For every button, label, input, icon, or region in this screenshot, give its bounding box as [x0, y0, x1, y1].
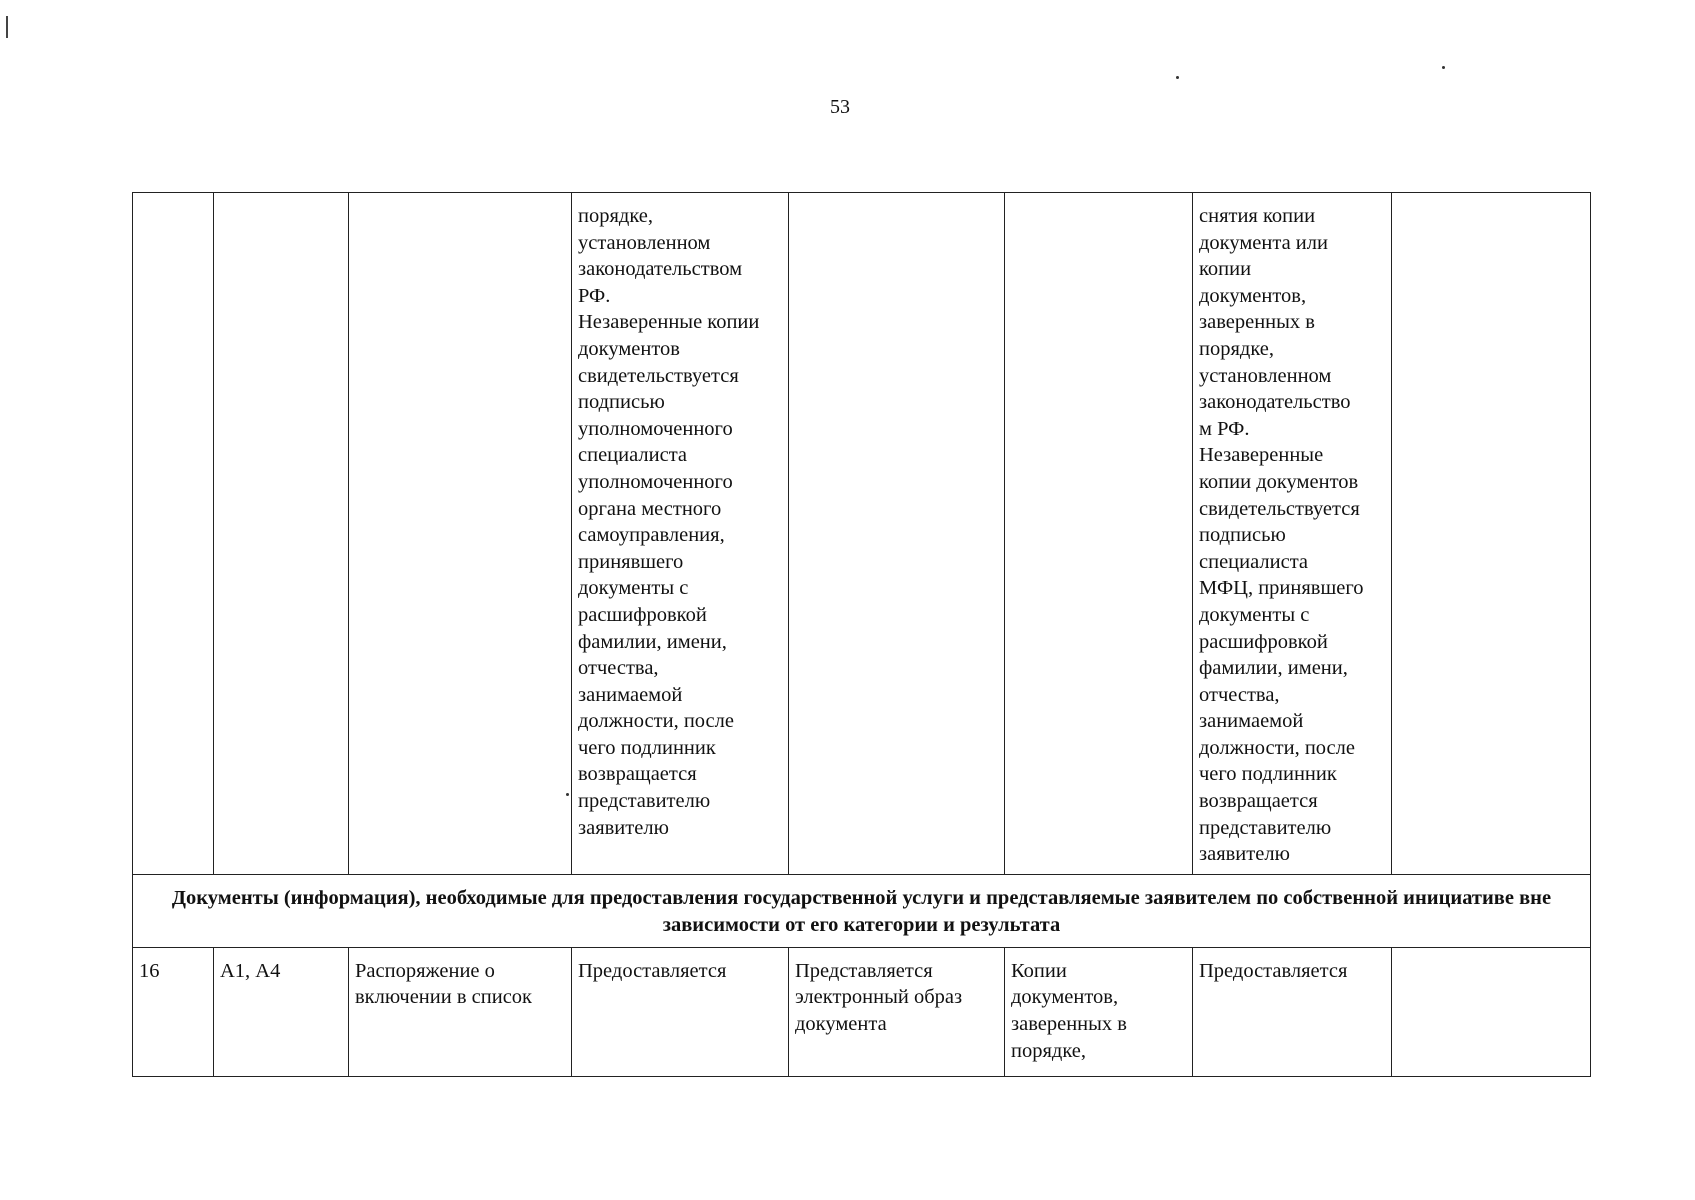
cell-postal-submission: Копии документов, заверенных в порядке,	[1005, 947, 1193, 1076]
cell-notes	[1392, 947, 1591, 1076]
document-table	[132, 192, 1591, 1077]
cell-document-name	[349, 193, 572, 875]
scan-speck	[1442, 66, 1445, 69]
cell-personal-submission: порядке, установленном законодательством РФ. Незаверенные копии документов свидетельствуется подписью уполномоченного специалиста уполномоченного органа местного самоуправления, принявшего документы с расшифровкой фамилии, имени, отчества, занимаемой должности, после чего подлинник возвращается представителю заявителю	[572, 193, 789, 875]
table-section-header-row	[133, 874, 1591, 947]
cell-notes	[1392, 193, 1591, 875]
cell-electronic-submission	[789, 193, 1005, 875]
scan-speck	[1176, 76, 1179, 79]
cell-number: 16	[133, 947, 214, 1076]
cell-document-name: Распоряжение о включении в список	[349, 947, 572, 1076]
cell-mfc-submission: Предоставляется	[1193, 947, 1392, 1076]
cell-personal-submission: Предоставляется	[572, 947, 789, 1076]
cell-postal-submission	[1005, 193, 1193, 875]
page-number: 53	[830, 96, 850, 118]
scan-edge-mark	[6, 16, 8, 38]
cell-category: А1, А4	[214, 947, 349, 1076]
table-row-16	[133, 947, 1591, 1076]
section-header: Документы (информация), необходимые для предоставления государственной услуги и представляемые заявителем по собственной инициативе вне зависимости от его категории и результата	[133, 874, 1591, 947]
table-row-continuation	[133, 193, 1591, 875]
cell-number	[133, 193, 214, 875]
cell-electronic-submission: Представляется электронный образ документа	[789, 947, 1005, 1076]
cell-mfc-submission: снятия копии документа или копии документов, заверенных в порядке, установленном законодательство м РФ. Незаверенные копии документов свидетельствуется подписью специалиста МФЦ, принявшего документы с расшифровкой фамилии, имени, отчества, занимаемой должности, после чего подлинник возвращается представителю заявителю	[1193, 193, 1392, 875]
cell-category	[214, 193, 349, 875]
